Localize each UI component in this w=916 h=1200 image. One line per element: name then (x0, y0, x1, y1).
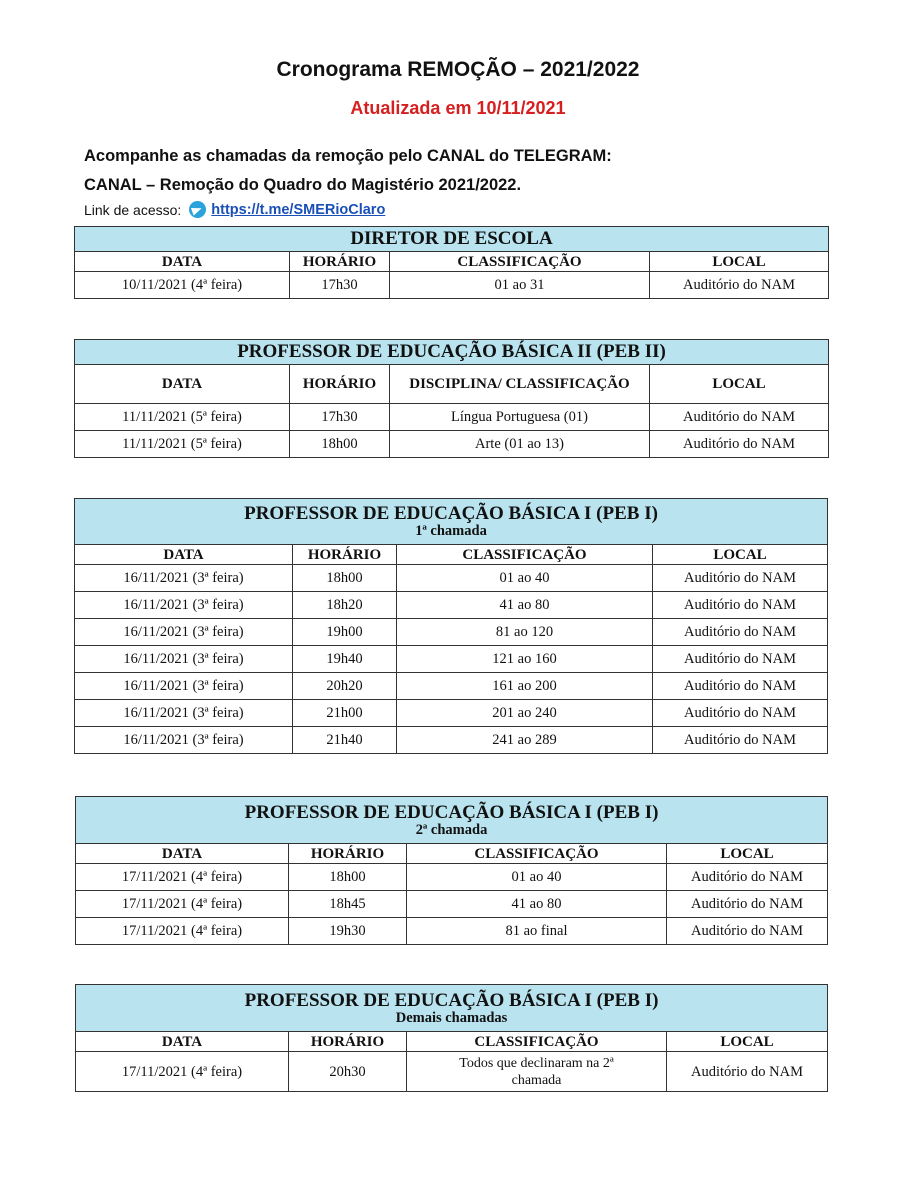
table-row (75, 619, 828, 646)
table-heading: PROFESSOR DE EDUCAÇÃO BÁSICA II (PEB II) (75, 340, 829, 365)
cell-date: 16/11/2021 (3ª feira) (75, 727, 293, 754)
column-header-time: HORÁRIO (289, 1032, 407, 1052)
cell-location: Auditório do NAM (653, 565, 828, 592)
column-header-time: HORÁRIO (293, 545, 397, 565)
updated-date: Atualizada em 10/11/2021 (350, 98, 566, 118)
table-subheading: 1ª chamada (415, 523, 487, 539)
table-row (75, 700, 828, 727)
schedule-table-peb-ii (74, 339, 829, 458)
cell-location: Auditório do NAM (650, 404, 829, 431)
cell-time: 18h00 (290, 431, 390, 458)
column-header-time: HORÁRIO (290, 365, 390, 404)
table-row (75, 404, 829, 431)
table-row (75, 646, 828, 673)
table-row (76, 891, 828, 918)
cell-date: 16/11/2021 (3ª feira) (75, 619, 293, 646)
cell-date: 16/11/2021 (3ª feira) (75, 592, 293, 619)
cell-time: 17h30 (290, 404, 390, 431)
column-header-discipline: DISCIPLINA/ CLASSIFICAÇÃO (390, 365, 650, 404)
table-row (75, 727, 828, 754)
schedule-table-peb-i-1 (74, 498, 828, 754)
table-row (75, 673, 828, 700)
table-row (76, 1052, 828, 1092)
cell-date: 16/11/2021 (3ª feira) (75, 700, 293, 727)
cell-classification: 01 ao 40 (407, 864, 667, 891)
table-subheading: 2ª chamada (415, 821, 488, 838)
telegram-icon (189, 201, 206, 218)
page-title: Cronograma REMOÇÃO – 2021/2022 (276, 58, 640, 81)
cell-location: Auditório do NAM (653, 727, 828, 754)
cell-location: Auditório do NAM (650, 431, 829, 458)
column-header-date: DATA (75, 252, 290, 272)
intro-line-1: Acompanhe as chamadas da remoção pelo CANAL do TELEGRAM: (84, 147, 612, 165)
table-row (76, 918, 828, 945)
table-heading-title: PROFESSOR DE EDUCAÇÃO BÁSICA I (PEB I) (244, 801, 659, 823)
cell-time: 18h45 (289, 891, 407, 918)
table-heading-title: PROFESSOR DE EDUCAÇÃO BÁSICA I (PEB I) (244, 503, 658, 524)
schedule-table-peb-i-demais (75, 984, 828, 1092)
cell-classification: 81 ao final (407, 918, 667, 945)
table-heading (76, 797, 828, 844)
table-row (75, 272, 829, 299)
cell-classification: 41 ao 80 (407, 891, 667, 918)
cell-classification: 121 ao 160 (397, 646, 653, 673)
intro-line-2: CANAL – Remoção do Quadro do Magistério 2021/2022. (84, 176, 522, 194)
cell-location: Auditório do NAM (653, 673, 828, 700)
cell-classification: 81 ao 120 (397, 619, 653, 646)
table-row (75, 431, 829, 458)
cell-date: 17/11/2021 (4ª feira) (76, 918, 289, 945)
cell-time: 17h30 (290, 272, 390, 299)
table-row (75, 565, 828, 592)
link-label: Link de acesso: (84, 201, 182, 218)
cell-time: 18h00 (289, 864, 407, 891)
table-heading-title: PROFESSOR DE EDUCAÇÃO BÁSICA I (PEB I) (244, 989, 659, 1011)
cell-classification: 01 ao 31 (390, 272, 650, 299)
cell-classification: 41 ao 80 (397, 592, 653, 619)
cell-location: Auditório do NAM (667, 891, 828, 918)
cell-classification: 241 ao 289 (397, 727, 653, 754)
table-row (75, 592, 828, 619)
cell-time: 19h00 (293, 619, 397, 646)
table-heading: DIRETOR DE ESCOLA (75, 227, 829, 252)
cell-location: Auditório do NAM (653, 619, 828, 646)
column-header-date: DATA (76, 1032, 289, 1052)
cell-time: 18h20 (293, 592, 397, 619)
column-header-location: LOCAL (667, 844, 828, 864)
cell-discipline: Língua Portuguesa (01) (390, 404, 650, 431)
table-row (76, 864, 828, 891)
table-subheading: Demais chamadas (395, 1009, 508, 1026)
cell-location: Auditório do NAM (667, 1052, 828, 1092)
cell-date: 11/11/2021 (5ª feira) (75, 404, 290, 431)
cell-time: 21h00 (293, 700, 397, 727)
cell-classification: 01 ao 40 (397, 565, 653, 592)
column-header-time: HORÁRIO (289, 844, 407, 864)
telegram-link[interactable]: https://t.me/SMERioClaro (211, 201, 386, 218)
cell-time: 19h30 (289, 918, 407, 945)
cell-classification: Todos que declinaram na 2ª chamada (407, 1052, 667, 1092)
table-heading (75, 499, 828, 545)
cell-discipline: Arte (01 ao 13) (390, 431, 650, 458)
column-header-date: DATA (75, 365, 290, 404)
column-header-classification: CLASSIFICAÇÃO (397, 545, 653, 565)
cell-location: Auditório do NAM (653, 592, 828, 619)
column-header-date: DATA (75, 545, 293, 565)
column-header-location: LOCAL (667, 1032, 828, 1052)
cell-location: Auditório do NAM (653, 646, 828, 673)
cell-location: Auditório do NAM (667, 918, 828, 945)
cell-date: 17/11/2021 (4ª feira) (76, 864, 289, 891)
cell-date: 17/11/2021 (4ª feira) (76, 1052, 289, 1092)
cell-date: 16/11/2021 (3ª feira) (75, 646, 293, 673)
cell-location: Auditório do NAM (653, 700, 828, 727)
column-header-time: HORÁRIO (290, 252, 390, 272)
cell-date: 11/11/2021 (5ª feira) (75, 431, 290, 458)
column-header-location: LOCAL (650, 252, 829, 272)
cell-time: 19h40 (293, 646, 397, 673)
column-header-location: LOCAL (653, 545, 828, 565)
cell-classification: 201 ao 240 (397, 700, 653, 727)
cell-time: 20h30 (289, 1052, 407, 1092)
cell-time: 21h40 (293, 727, 397, 754)
column-header-location: LOCAL (650, 365, 829, 404)
cell-location: Auditório do NAM (667, 864, 828, 891)
column-header-classification: CLASSIFICAÇÃO (407, 1032, 667, 1052)
table-heading (76, 985, 828, 1032)
link-line (84, 201, 385, 218)
column-header-classification: CLASSIFICAÇÃO (407, 844, 667, 864)
schedule-table-diretor (74, 226, 829, 299)
column-header-date: DATA (76, 844, 289, 864)
cell-time: 18h00 (293, 565, 397, 592)
cell-location: Auditório do NAM (650, 272, 829, 299)
cell-classification: 161 ao 200 (397, 673, 653, 700)
schedule-table-peb-i-2 (75, 796, 828, 945)
cell-date: 16/11/2021 (3ª feira) (75, 673, 293, 700)
column-header-classification: CLASSIFICAÇÃO (390, 252, 650, 272)
cell-date: 17/11/2021 (4ª feira) (76, 891, 289, 918)
cell-date: 10/11/2021 (4ª feira) (75, 272, 290, 299)
cell-time: 20h20 (293, 673, 397, 700)
cell-date: 16/11/2021 (3ª feira) (75, 565, 293, 592)
